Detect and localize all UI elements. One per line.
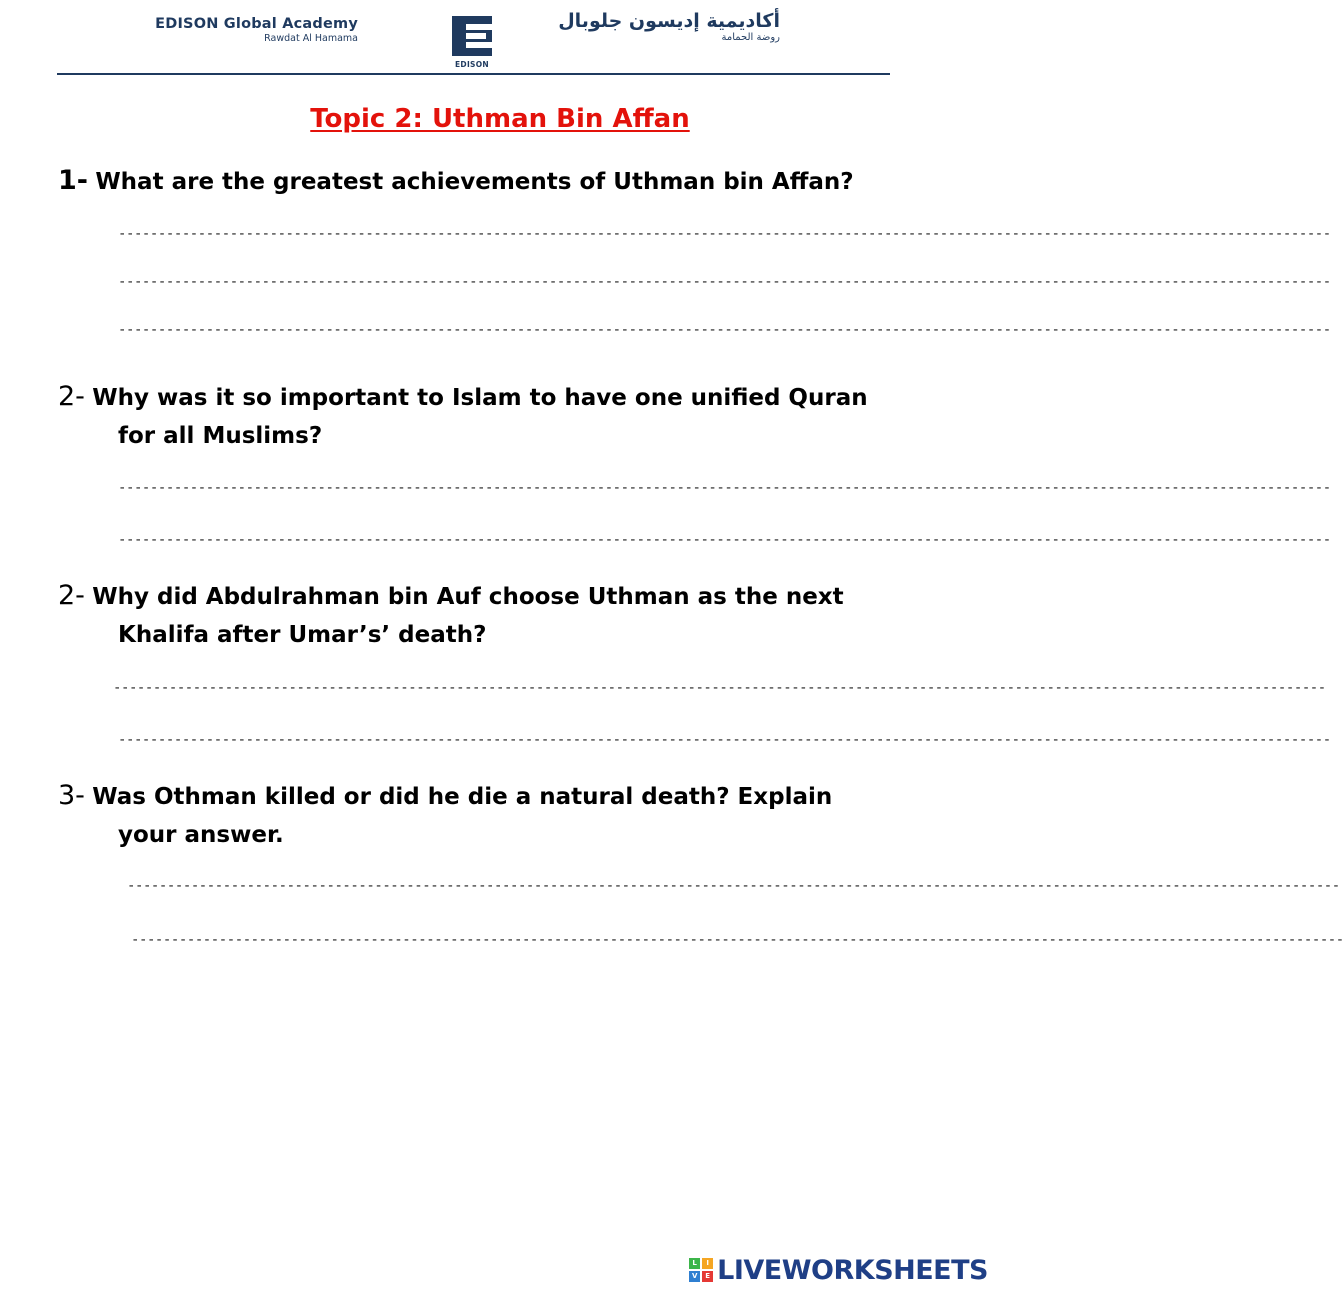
question-text-continued: your answer. xyxy=(118,822,284,848)
question-number: 2- xyxy=(58,580,85,611)
school-name-english xyxy=(108,16,358,44)
answer-line[interactable]: -------------------------------------------------------------------------------------------------------------------------------------------------------- xyxy=(118,322,1331,338)
edison-e-mark-icon xyxy=(446,14,498,58)
edison-logo-icon xyxy=(446,14,498,70)
answer-line[interactable]: -------------------------------------------------------------------------------------------------------------------------------------------------------- xyxy=(118,532,1331,548)
question-text: Why was it so important to Islam to have one unified Quran xyxy=(92,385,868,411)
school-name-ar: أكاديمية إديسون جلوبال xyxy=(558,10,780,32)
answer-line[interactable]: -------------------------------------------------------------------------------------------------------------------------------------------------------- xyxy=(118,274,1331,290)
question-4 xyxy=(58,777,938,854)
liveworksheets-wordmark: LIVEWORKSHEETS xyxy=(717,1254,988,1286)
icon-tile-i: I xyxy=(702,1258,713,1269)
question-number: 1- xyxy=(58,165,88,196)
answer-line[interactable]: -------------------------------------------------------------------------------------------------------------------------------------------------------- xyxy=(131,932,1344,948)
question-text-continued: for all Muslims? xyxy=(118,423,323,449)
branch-name-en: Rawdat Al Hamama xyxy=(264,33,358,44)
branch-name-ar: روضة الحمامة xyxy=(721,32,780,43)
question-text: Why did Abdulrahman bin Auf choose Uthman as the next xyxy=(92,584,844,610)
question-text: Was Othman killed or did he die a natural death? Explain xyxy=(92,784,833,810)
question-3 xyxy=(58,577,938,654)
school-name-en: EDISON Global Academy xyxy=(155,16,358,32)
answer-line[interactable]: -------------------------------------------------------------------------------------------------------------------------------------------------------- xyxy=(118,226,1331,242)
school-name-arabic xyxy=(520,10,780,43)
logo-subtitle: EDISON xyxy=(455,60,489,69)
question-text-continued: Khalifa after Umar’s’ death? xyxy=(118,622,487,648)
answer-line[interactable]: -------------------------------------------------------------------------------------------------------------------------------------------------------- xyxy=(118,480,1331,496)
question-number: 2- xyxy=(58,381,85,412)
icon-tile-v: V xyxy=(689,1271,700,1282)
question-2 xyxy=(58,378,938,455)
question-text: What are the greatest achievements of Uthman bin Affan? xyxy=(95,169,854,195)
answer-line[interactable]: -------------------------------------------------------------------------------------------------------------------------------------------------------- xyxy=(113,680,1326,696)
icon-tile-l: L xyxy=(689,1258,700,1269)
liveworksheets-brand xyxy=(689,1254,988,1286)
question-number: 3- xyxy=(58,780,85,811)
header-divider xyxy=(57,73,890,75)
question-1 xyxy=(58,162,938,201)
worksheet-title: Topic 2: Uthman Bin Affan xyxy=(310,104,690,134)
answer-line[interactable]: -------------------------------------------------------------------------------------------------------------------------------------------------------- xyxy=(127,878,1340,894)
answer-line[interactable]: -------------------------------------------------------------------------------------------------------------------------------------------------------- xyxy=(118,732,1331,748)
icon-tile-e: E xyxy=(702,1271,713,1282)
liveworksheets-icon xyxy=(689,1258,713,1282)
